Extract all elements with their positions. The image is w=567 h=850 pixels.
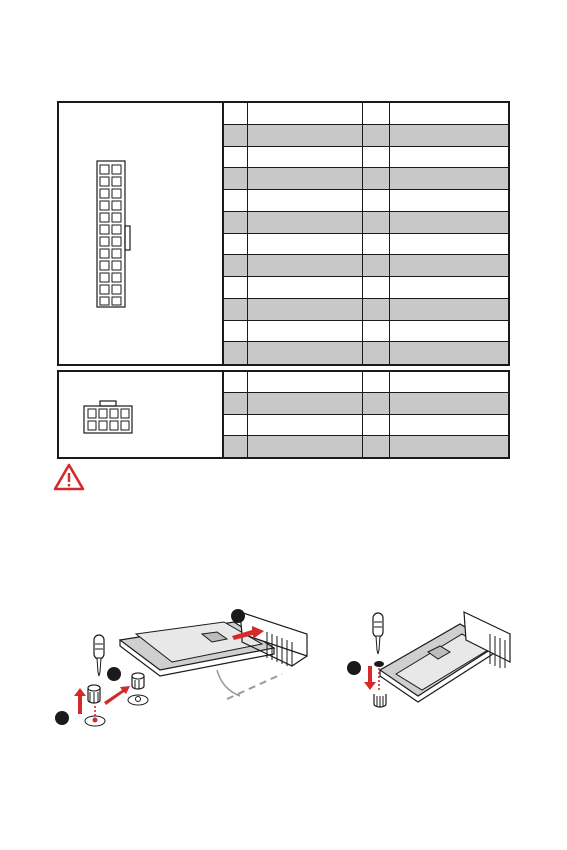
atx-24pin-row — [224, 321, 508, 343]
atx-24pin-cell — [390, 147, 508, 168]
cpu-8pin-row — [224, 393, 508, 414]
cpu-8pin-cell — [224, 415, 248, 435]
atx-24pin-cell — [363, 125, 390, 146]
warning-triangle-icon — [53, 463, 85, 491]
cpu-8pin-cell — [248, 436, 363, 457]
atx-24pin-cell — [363, 190, 390, 211]
cpu-8pin-connector-diagram — [83, 399, 133, 435]
cpu-8pin-cell — [363, 436, 390, 457]
atx-24pin-cell — [363, 321, 390, 342]
atx-24pin-cell — [224, 277, 248, 298]
atx-24pin-cell — [224, 299, 248, 320]
m2-install-illustration-left — [52, 604, 322, 734]
cpu-8pin-cell — [224, 393, 248, 413]
atx-24pin-cell — [390, 277, 508, 298]
atx-24pin-cell — [363, 168, 390, 189]
cpu-8pin-row — [224, 415, 508, 436]
atx-24pin-cell — [248, 321, 363, 342]
cpu-8pin-cell — [390, 436, 508, 457]
cpu-8pin-connector-cell — [59, 372, 224, 457]
atx-24pin-cell — [363, 277, 390, 298]
atx-24pin-cell — [363, 103, 390, 124]
atx-24pin-row — [224, 299, 508, 321]
cpu-8pin-cell — [363, 393, 390, 413]
atx-24pin-cell — [248, 103, 363, 124]
atx-24pin-cell — [224, 147, 248, 168]
atx-24pin-cell — [248, 147, 363, 168]
atx-24pin-connector-diagram — [96, 160, 136, 310]
atx-24pin-cell — [224, 234, 248, 255]
atx-24pin-cell — [390, 299, 508, 320]
cpu-8pin-cell — [248, 393, 363, 413]
atx-24pin-row — [224, 342, 508, 364]
atx-24pin-cell — [248, 299, 363, 320]
atx-24pin-connector-cell — [59, 103, 224, 364]
atx-24pin-cell — [224, 342, 248, 364]
atx-24pin-cell — [363, 147, 390, 168]
cpu-8pin-cell — [248, 415, 363, 435]
atx-24pin-cell — [224, 125, 248, 146]
atx-24pin-cell — [390, 125, 508, 146]
cpu-8pin-row — [224, 436, 508, 457]
atx-24pin-cell — [390, 168, 508, 189]
cpu-8pin-cell — [363, 372, 390, 392]
atx-24pin-cell — [248, 234, 363, 255]
cpu-8pin-row — [224, 372, 508, 393]
cpu-8pin-cell — [224, 436, 248, 457]
cpu-8pin-cell — [363, 415, 390, 435]
atx-24pin-row — [224, 103, 508, 125]
atx-24pin-row — [224, 147, 508, 169]
atx-24pin-cell — [390, 255, 508, 276]
atx-24pin-row — [224, 190, 508, 212]
atx-24pin-cell — [248, 168, 363, 189]
atx-24pin-cell — [248, 342, 363, 364]
cpu-8pin-rows — [224, 372, 508, 457]
atx-24pin-cell — [390, 234, 508, 255]
m2-install-illustration-right — [340, 604, 520, 718]
cpu-8pin-cell — [390, 372, 508, 392]
atx-24pin-cell — [248, 255, 363, 276]
atx-24pin-cell — [363, 299, 390, 320]
atx-24pin-rows — [224, 103, 508, 364]
atx-24pin-cell — [248, 125, 363, 146]
atx-24pin-row — [224, 125, 508, 147]
cpu-8pin-cell — [390, 415, 508, 435]
atx-24pin-cell — [224, 190, 248, 211]
atx-24pin-cell — [363, 255, 390, 276]
atx-24pin-cell — [363, 234, 390, 255]
atx-24pin-cell — [248, 212, 363, 233]
atx-24pin-cell — [390, 212, 508, 233]
atx-24pin-cell — [224, 321, 248, 342]
atx-24pin-row — [224, 168, 508, 190]
atx-24pin-cell — [224, 168, 248, 189]
atx-24pin-pinout-table — [57, 101, 510, 366]
atx-24pin-cell — [390, 321, 508, 342]
atx-24pin-cell — [390, 190, 508, 211]
atx-24pin-row — [224, 255, 508, 277]
atx-24pin-cell — [224, 212, 248, 233]
atx-24pin-cell — [224, 103, 248, 124]
atx-24pin-cell — [363, 212, 390, 233]
atx-24pin-cell — [363, 342, 390, 364]
atx-24pin-row — [224, 277, 508, 299]
atx-24pin-cell — [248, 190, 363, 211]
cpu-8pin-cell — [224, 372, 248, 392]
cpu-8pin-pinout-table — [57, 370, 510, 459]
atx-24pin-cell — [390, 103, 508, 124]
atx-24pin-row — [224, 234, 508, 256]
atx-24pin-cell — [248, 277, 363, 298]
cpu-8pin-cell — [390, 393, 508, 413]
cpu-8pin-cell — [248, 372, 363, 392]
atx-24pin-row — [224, 212, 508, 234]
atx-24pin-cell — [224, 255, 248, 276]
atx-24pin-cell — [390, 342, 508, 364]
